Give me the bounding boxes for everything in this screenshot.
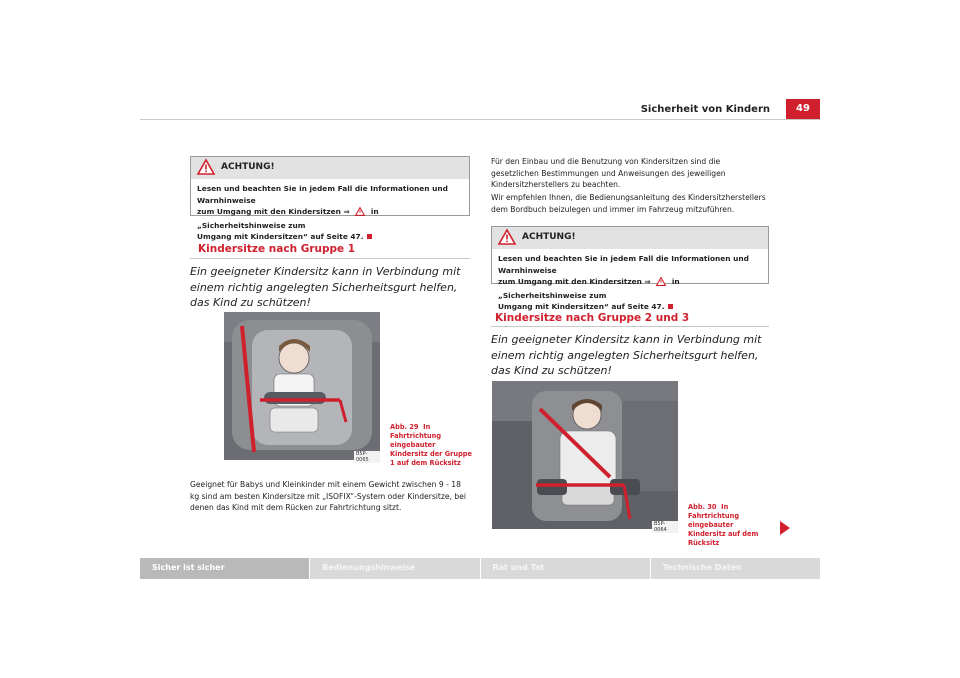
warning-text: [492, 249, 768, 317]
footer-tab-sicher-ist-sicher[interactable]: Sicher ist sicher: [140, 558, 309, 579]
warning-text-part: zum Umgang mit den Kindersitzen: [498, 277, 642, 286]
figure-child-seat-group1: [224, 312, 380, 463]
warning-triangle-icon: [656, 277, 666, 290]
warning-line: Lesen und beachten Sie in jedem Fall die Informationen und Warnhinweise: [197, 184, 448, 205]
warning-text-part: in „Sicherheitshinweise zum: [498, 277, 680, 300]
footer-tab-bedienungshinweise[interactable]: Bedienungshinweise: [309, 558, 479, 579]
warning-triangle-icon: [355, 207, 365, 220]
section-title-group23: Kindersitze nach Gruppe 2 und 3: [495, 312, 690, 324]
body-text-group1: Geeignet für Babys und Kleinkinder mit einem Gewicht zwischen 9 - 18 kg sind am besten Kindersitze mit „ISOFIX“-System oder Kindersitze, bei denen das Kind mit dem Rücken zur Fahrtrichtung sitzt.: [190, 480, 466, 512]
caption-label: Abb. 30: [688, 503, 717, 511]
caption-label: Abb. 29: [390, 423, 419, 431]
end-mark-icon: [668, 304, 673, 309]
warning-line: [498, 301, 762, 313]
running-header-title: Sicherheit von Kindern: [640, 104, 770, 115]
caption-text: In Fahrtrichtung eingebauter Kindersitz auf dem Rücksitz: [688, 503, 759, 547]
figure-caption-29: [390, 423, 472, 468]
body-text-intro-1: Für den Einbau und die Benutzung von Kindersitzen sind die gesetzlichen Bestimmungen und Anweisungen des jeweiligen Kindersitzherstellers zu beachten.: [491, 157, 726, 189]
warning-text-part: Umgang mit Kindersitzen“ auf Seite 47.: [498, 302, 665, 311]
section-divider: [190, 258, 470, 259]
warning-box-right: [491, 226, 769, 311]
figure-code: B5P-0065: [354, 451, 380, 463]
footer-tab-technische-daten[interactable]: Technische Daten: [650, 558, 820, 579]
warning-text-part: in „Sicherheitshinweise zum: [197, 207, 379, 230]
section-divider: [491, 326, 769, 327]
warning-line: [197, 206, 463, 231]
end-mark-icon: [367, 234, 372, 239]
footer-tab-rat-und-tat[interactable]: Rat und Tat: [480, 558, 650, 579]
body-text-intro-2: Wir empfehlen Ihnen, die Bedienungsanleitung des Kindersitzherstellers dem Bordbuch beizulegen und immer im Fahrzeug mitzuführen.: [491, 193, 766, 214]
warning-title: ACHTUNG!: [221, 162, 275, 172]
warning-triangle-icon: [197, 159, 215, 179]
warning-line: [197, 231, 463, 243]
reference-arrow: ⇒: [343, 207, 350, 216]
warning-text-part: Umgang mit Kindersitzen“ auf Seite 47.: [197, 232, 364, 241]
page-number: 49: [786, 99, 820, 119]
warning-text-part: zum Umgang mit den Kindersitzen: [197, 207, 341, 216]
footer-nav: [140, 558, 820, 579]
figure-code: B5P-0064: [652, 521, 678, 533]
warning-title: ACHTUNG!: [522, 232, 576, 242]
warning-box-header: [191, 157, 469, 179]
next-page-arrow-icon[interactable]: [780, 521, 790, 535]
warning-line: Lesen und beachten Sie in jedem Fall die Informationen und Warnhinweise: [498, 254, 749, 275]
warning-triangle-icon: [498, 229, 516, 249]
warning-text: [191, 179, 469, 247]
warning-line: [498, 276, 762, 301]
child-seat-illustration: [224, 312, 380, 460]
figure-child-seat-group23: [492, 381, 678, 533]
section-lead-group1: Ein geeigneter Kindersitz kann in Verbindung mit einem richtig angelegten Sicherheitsgurt helfen, das Kind zu schützen!: [190, 265, 461, 309]
header-divider: [140, 119, 820, 120]
warning-box-left: [190, 156, 470, 241]
caption-text: In Fahrtrichtung eingebauter Kindersitz der Gruppe 1 auf dem Rücksitz: [390, 423, 472, 467]
section-title-group1: Kindersitze nach Gruppe 1: [198, 243, 356, 255]
booster-seat-illustration: [492, 381, 678, 529]
reference-arrow: ⇒: [644, 277, 651, 286]
section-lead-group23: Ein geeigneter Kindersitz kann in Verbindung mit einem richtig angelegten Sicherheitsgurt helfen, das Kind zu schützen!: [491, 333, 762, 377]
figure-caption-30: [688, 503, 770, 548]
warning-box-header: [492, 227, 768, 249]
